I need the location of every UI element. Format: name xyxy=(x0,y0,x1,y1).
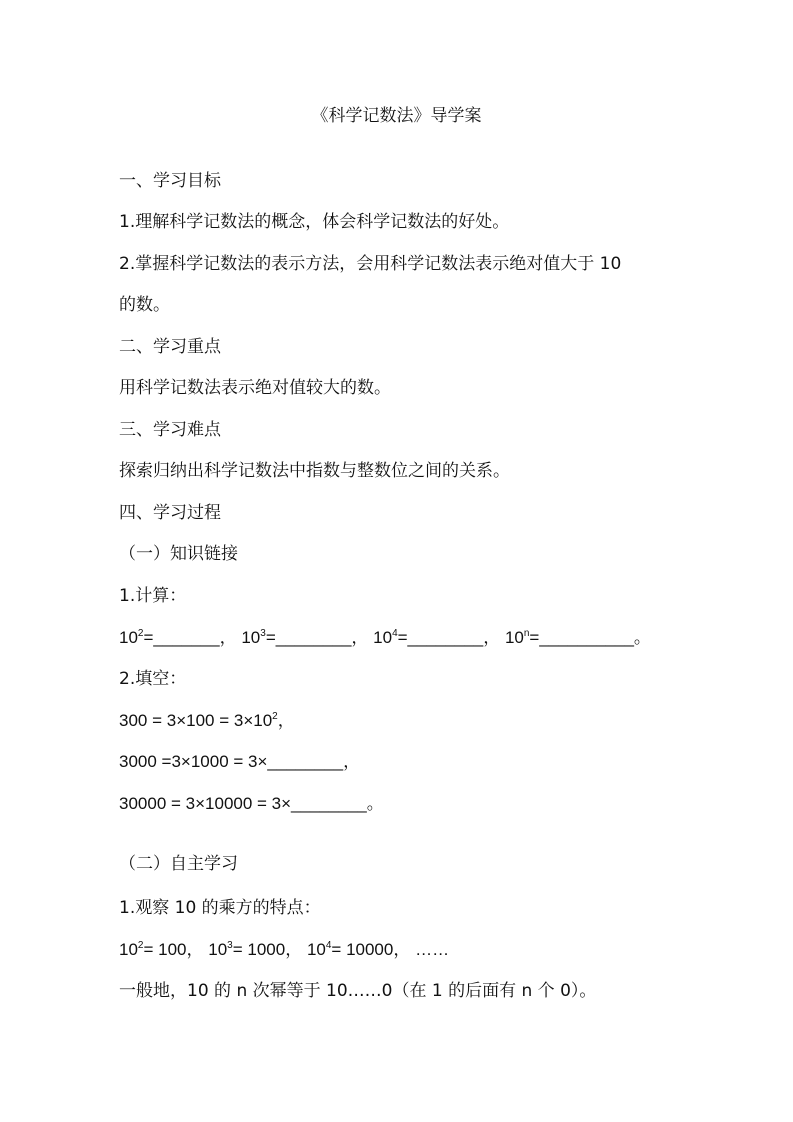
calc-exp-4: n xyxy=(523,628,530,639)
calc-blank-4: =__________。 xyxy=(529,628,651,647)
subsection-heading-knowledge-link: （一）知识链接 xyxy=(119,544,238,564)
power-exp-2: 3 xyxy=(227,940,233,951)
fill-line-1-end: ， xyxy=(277,711,295,730)
fill-line-1-exp: 2 xyxy=(272,711,278,722)
calc-base-2: 10 xyxy=(241,628,261,647)
fill-line-3: 30000 = 3×10000 = 3×________。 xyxy=(119,794,384,813)
section-heading-process: 四、学习过程 xyxy=(119,503,221,523)
observe-label: 1.观察 10 的乘方的特点： xyxy=(119,898,321,918)
power-base-3: 10 xyxy=(306,940,326,959)
calc-exercise-line xyxy=(119,627,651,649)
power-value-1: = 100， xyxy=(143,940,204,959)
powers-line xyxy=(119,939,449,961)
power-exp-3: 4 xyxy=(325,940,332,951)
goal-item-1: 1.理解科学记数法的概念，体会科学记数法的好处。 xyxy=(119,212,510,232)
general-rule-text: 一般地，10 的 n 次幂等于 10……0（在 1 的后面有 n 个 0）。 xyxy=(119,981,597,1001)
power-base-2: 10 xyxy=(208,940,228,959)
fill-line-1 xyxy=(119,710,295,732)
calc-blank-2: =________， xyxy=(265,628,369,647)
power-exp-1: 2 xyxy=(137,940,144,951)
goal-item-2: 2.掌握科学记数法的表示方法，会用科学记数法表示绝对值大于 10 xyxy=(119,254,622,274)
goal-item-2-continued: 的数。 xyxy=(119,295,170,315)
power-base-1: 10 xyxy=(119,940,138,959)
difficulties-text: 探索归纳出科学记数法中指数与整数位之间的关系。 xyxy=(119,461,510,481)
subsection-heading-self-study: （二）自主学习 xyxy=(119,854,238,874)
key-points-text: 用科学记数法表示绝对值较大的数。 xyxy=(119,378,391,398)
calc-exp-1: 2 xyxy=(137,628,144,639)
power-value-3: = 10000， …… xyxy=(331,940,450,959)
calc-base-3: 10 xyxy=(373,628,393,647)
document-title: 《科学记数法》导学案 xyxy=(311,106,482,126)
calc-exp-3: 4 xyxy=(392,628,398,639)
calc-exp-2: 3 xyxy=(260,628,266,639)
calc-blank-1: =_______， xyxy=(143,628,237,647)
fill-line-1-text: 300 = 3×100 = 3×10 xyxy=(119,711,273,730)
calc-label: 1.计算： xyxy=(119,586,187,606)
section-heading-difficulties: 三、学习难点 xyxy=(119,420,221,440)
section-heading-goals: 一、学习目标 xyxy=(119,171,221,191)
calc-base-4: 10 xyxy=(504,628,524,647)
section-heading-key-points: 二、学习重点 xyxy=(119,337,221,357)
calc-base-1: 10 xyxy=(119,628,138,647)
calc-blank-3: =________， xyxy=(397,628,501,647)
fill-line-2: 3000 =3×1000 = 3×________， xyxy=(119,752,361,771)
fill-label: 2.填空： xyxy=(119,669,187,689)
power-value-2: = 1000， xyxy=(232,940,303,959)
